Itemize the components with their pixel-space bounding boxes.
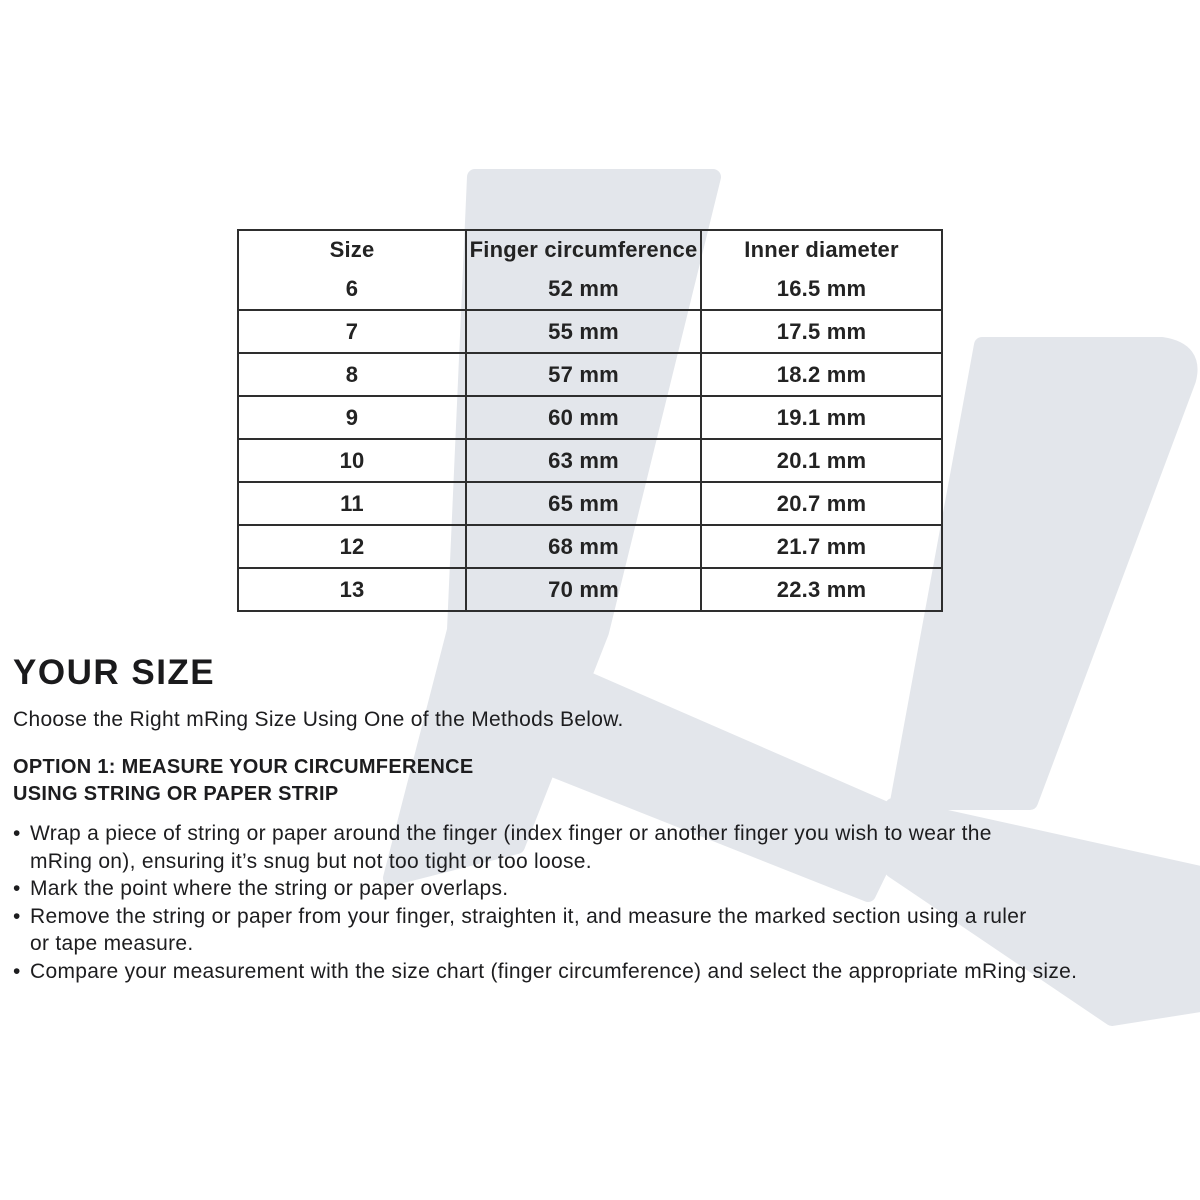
diameter-cell: 20.7 mm <box>700 483 941 524</box>
instruction-line <box>13 903 1199 931</box>
size-cell: 11 <box>340 490 364 516</box>
instruction-list <box>13 820 1199 985</box>
instruction-line <box>13 875 1199 903</box>
circumference-cell: 63 mm <box>465 440 700 481</box>
column-header-size: Size <box>329 236 375 262</box>
section-subtitle: Choose the Right mRing Size Using One of the Methods Below. <box>13 708 624 731</box>
table-row <box>239 567 941 610</box>
table-row <box>239 352 941 395</box>
circumference-cell: 60 mm <box>465 397 700 438</box>
page-title: YOUR SIZE <box>13 653 216 692</box>
diameter-cell: 19.1 mm <box>700 397 941 438</box>
size-cell: 6 <box>345 275 359 301</box>
instruction-line <box>13 820 1199 848</box>
size-cell: 8 <box>345 361 359 387</box>
table-body <box>239 268 941 610</box>
instruction-text: or tape measure. <box>30 932 194 955</box>
diameter-cell: 21.7 mm <box>700 526 941 567</box>
circumference-cell: 55 mm <box>465 311 700 352</box>
column-header-diameter: Inner diameter <box>700 231 941 268</box>
instruction-line <box>13 930 1199 958</box>
column-header-circumference: Finger circumference <box>465 231 700 268</box>
option1-heading-line1: OPTION 1: MEASURE YOUR CIRCUMFERENCE <box>13 756 474 778</box>
bullet-marker: • <box>13 877 21 900</box>
bullet-marker: • <box>13 959 21 983</box>
circumference-cell: 65 mm <box>465 483 700 524</box>
size-cell: 10 <box>339 447 365 473</box>
circumference-cell: 68 mm <box>465 526 700 567</box>
table-row <box>239 268 941 309</box>
diameter-cell: 16.5 mm <box>700 268 941 309</box>
diameter-cell: 17.5 mm <box>700 311 941 352</box>
circumference-cell: 57 mm <box>465 354 700 395</box>
your-size-section <box>13 654 1199 985</box>
bullet-marker: • <box>13 822 21 845</box>
diameter-cell: 18.2 mm <box>700 354 941 395</box>
ring-size-table <box>237 229 943 612</box>
diameter-cell: 20.1 mm <box>700 440 941 481</box>
instruction-text: Mark the point where the string or paper overlaps. <box>30 877 509 900</box>
table-row <box>239 395 941 438</box>
instruction-text: Remove the string or paper from your finger, straighten it, and measure the marked section using a ruler <box>30 904 1027 928</box>
bullet-marker: • <box>13 904 21 928</box>
table-row <box>239 309 941 352</box>
circumference-cell: 70 mm <box>465 569 700 610</box>
table-row <box>239 438 941 481</box>
instruction-line <box>13 848 1199 876</box>
option1-heading-line2: USING STRING OR PAPER STRIP <box>13 783 339 805</box>
instruction-text: mRing on), ensuring it’s snug but not too tight or too loose. <box>30 849 592 873</box>
instruction-text: Wrap a piece of string or paper around the finger (index finger or another finger you wish to wear the <box>30 822 992 845</box>
size-cell: 13 <box>339 576 365 602</box>
size-cell: 9 <box>345 404 359 430</box>
option1-heading <box>13 754 1199 808</box>
table-row <box>239 524 941 567</box>
table-row <box>239 481 941 524</box>
table-header-row <box>239 231 941 268</box>
diameter-cell: 22.3 mm <box>700 569 941 610</box>
size-cell: 12 <box>339 533 365 559</box>
instruction-line <box>13 958 1199 986</box>
instruction-text: Compare your measurement with the size chart (finger circumference) and select the appropriate mRing size. <box>30 959 1078 983</box>
size-cell: 7 <box>345 318 359 344</box>
circumference-cell: 52 mm <box>465 268 700 309</box>
